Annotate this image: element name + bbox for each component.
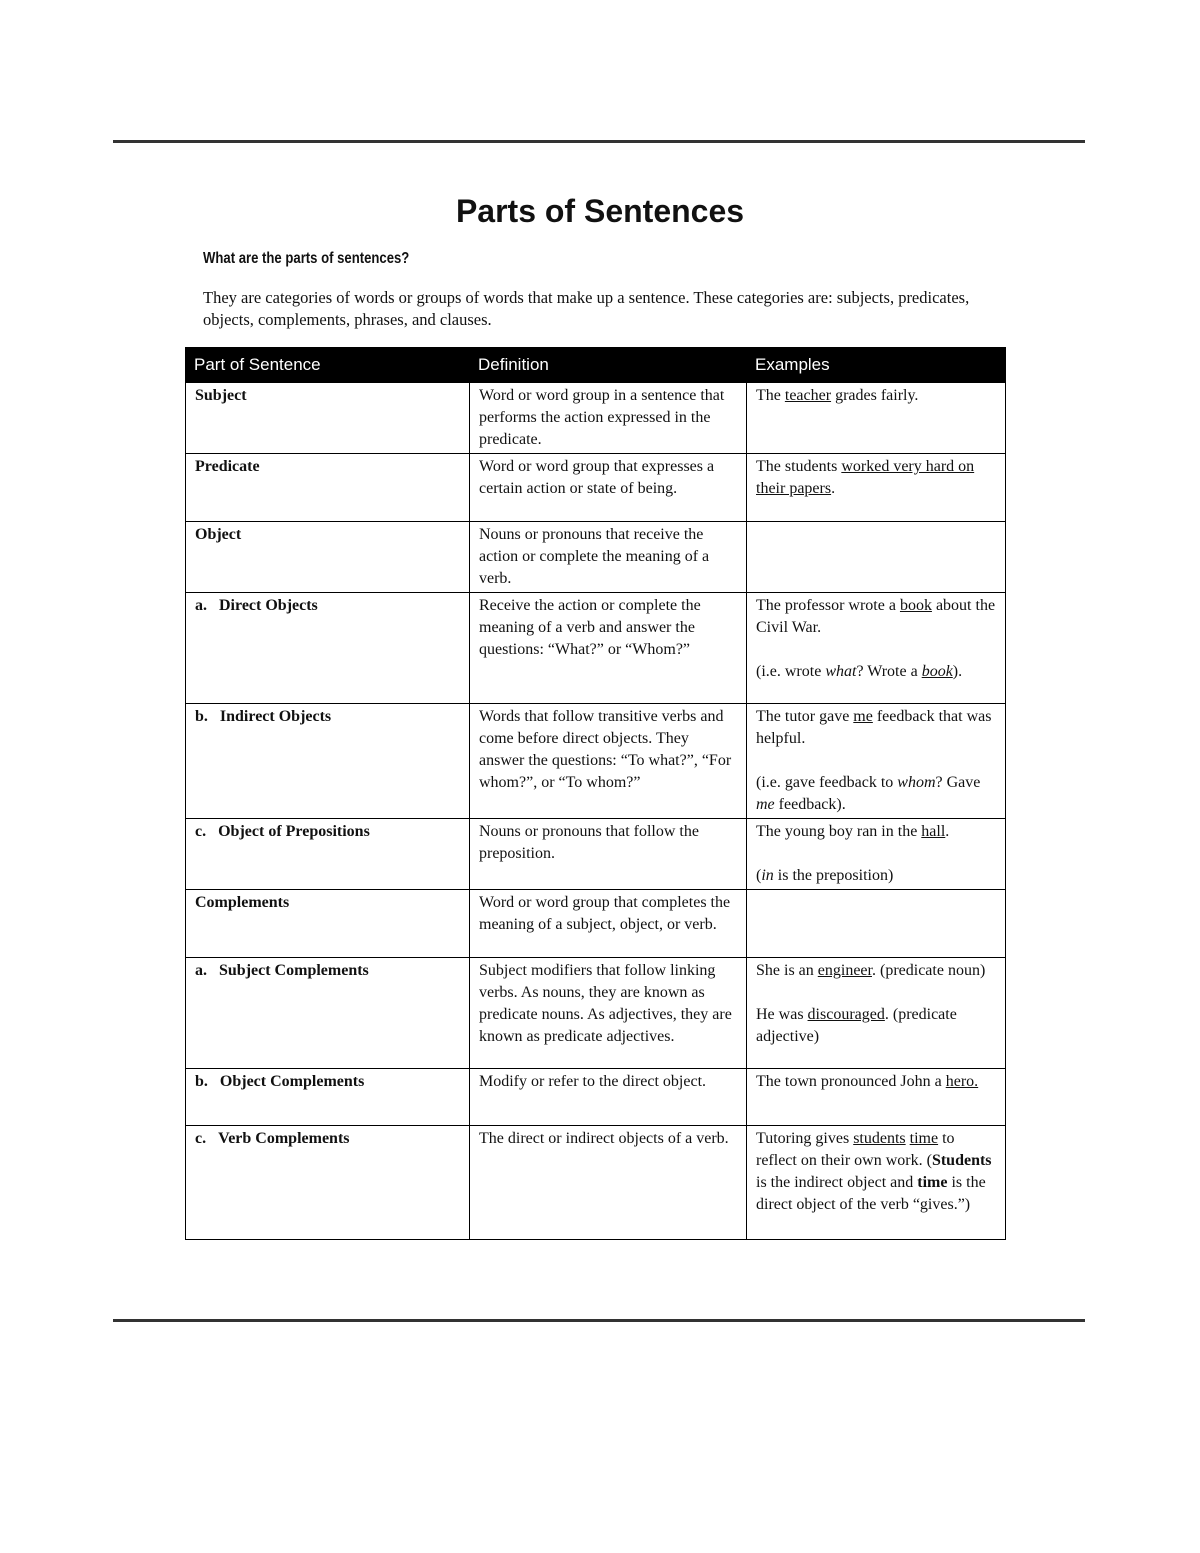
- header-definition: Definition: [470, 348, 747, 383]
- header-examples: Examples: [747, 348, 1006, 383]
- definition-cell: Word or word group that completes the meaning of a subject, object, or verb.: [470, 890, 747, 958]
- top-rule: [113, 140, 1085, 143]
- part-cell: a. Subject Complements: [186, 958, 470, 1069]
- table-row: [186, 522, 1006, 593]
- part-cell: Complements: [186, 890, 470, 958]
- table-row: [186, 890, 1006, 958]
- table-row: [186, 454, 1006, 522]
- table-row: [186, 819, 1006, 890]
- example-cell: Tutoring gives students time to reflect on their own work. (Students is the indirect object and time is the direct object of the verb “gives.”): [747, 1126, 1006, 1240]
- definition-cell: Words that follow transitive verbs and come before direct objects. They answer the questions: “To what?”, “For whom?”, or “To whom?”: [470, 704, 747, 819]
- definition-cell: The direct or indirect objects of a verb.: [470, 1126, 747, 1240]
- table-row: [186, 1126, 1006, 1240]
- part-cell: Predicate: [186, 454, 470, 522]
- example-cell: The tutor gave me feedback that was helpful. (i.e. gave feedback to whom? Gave me feedback).: [747, 704, 1006, 819]
- example-cell: [747, 522, 1006, 593]
- example-cell: She is an engineer. (predicate noun) He was discouraged. (predicate adjective): [747, 958, 1006, 1069]
- intro-paragraph: They are categories of words or groups of words that make up a sentence. These categories are: subjects, predicates, objects, complements, phrases, and clauses.: [203, 288, 970, 329]
- bottom-rule: [113, 1319, 1085, 1322]
- table-row: [186, 593, 1006, 704]
- table-row: [186, 704, 1006, 819]
- page-title: Parts of Sentences: [455, 193, 745, 229]
- header-part: Part of Sentence: [186, 348, 470, 383]
- definition-cell: Word or word group in a sentence that performs the action expressed in the predicate.: [470, 383, 747, 454]
- part-cell: b. Object Complements: [186, 1069, 470, 1126]
- part-cell: Subject: [186, 383, 470, 454]
- definition-cell: Nouns or pronouns that follow the preposition.: [470, 819, 747, 890]
- part-cell: Object: [186, 522, 470, 593]
- example-cell: [747, 890, 1006, 958]
- example-cell: The town pronounced John a hero.: [747, 1069, 1006, 1126]
- example-cell: The teacher grades fairly.: [747, 383, 1006, 454]
- table-header-row: [186, 348, 1006, 383]
- table-row: [186, 383, 1006, 454]
- example-cell: The students worked very hard on their papers.: [747, 454, 1006, 522]
- table-row: [186, 958, 1006, 1069]
- part-cell: a. Direct Objects: [186, 593, 470, 704]
- definition-cell: Nouns or pronouns that receive the action or complete the meaning of a verb.: [470, 522, 747, 593]
- definition-cell: Modify or refer to the direct object.: [470, 1069, 747, 1126]
- parts-table: [185, 347, 1006, 1240]
- example-cell: The professor wrote a book about the Civil War. (i.e. wrote what? Wrote a book).: [747, 593, 1006, 704]
- example-cell: The young boy ran in the hall. (in is the preposition): [747, 819, 1006, 890]
- part-cell: c. Object of Prepositions: [186, 819, 470, 890]
- definition-cell: Subject modifiers that follow linking verbs. As nouns, they are known as predicate nouns. As adjectives, they are known as predicate adjectives.: [470, 958, 747, 1069]
- part-cell: b. Indirect Objects: [186, 704, 470, 819]
- definition-cell: Word or word group that expresses a certain action or state of being.: [470, 454, 747, 522]
- section-question: What are the parts of sentences?: [203, 250, 410, 267]
- definition-cell: Receive the action or complete the meaning of a verb and answer the questions: “What?” or “Whom?”: [470, 593, 747, 704]
- table-row: [186, 1069, 1006, 1126]
- part-cell: c. Verb Complements: [186, 1126, 470, 1240]
